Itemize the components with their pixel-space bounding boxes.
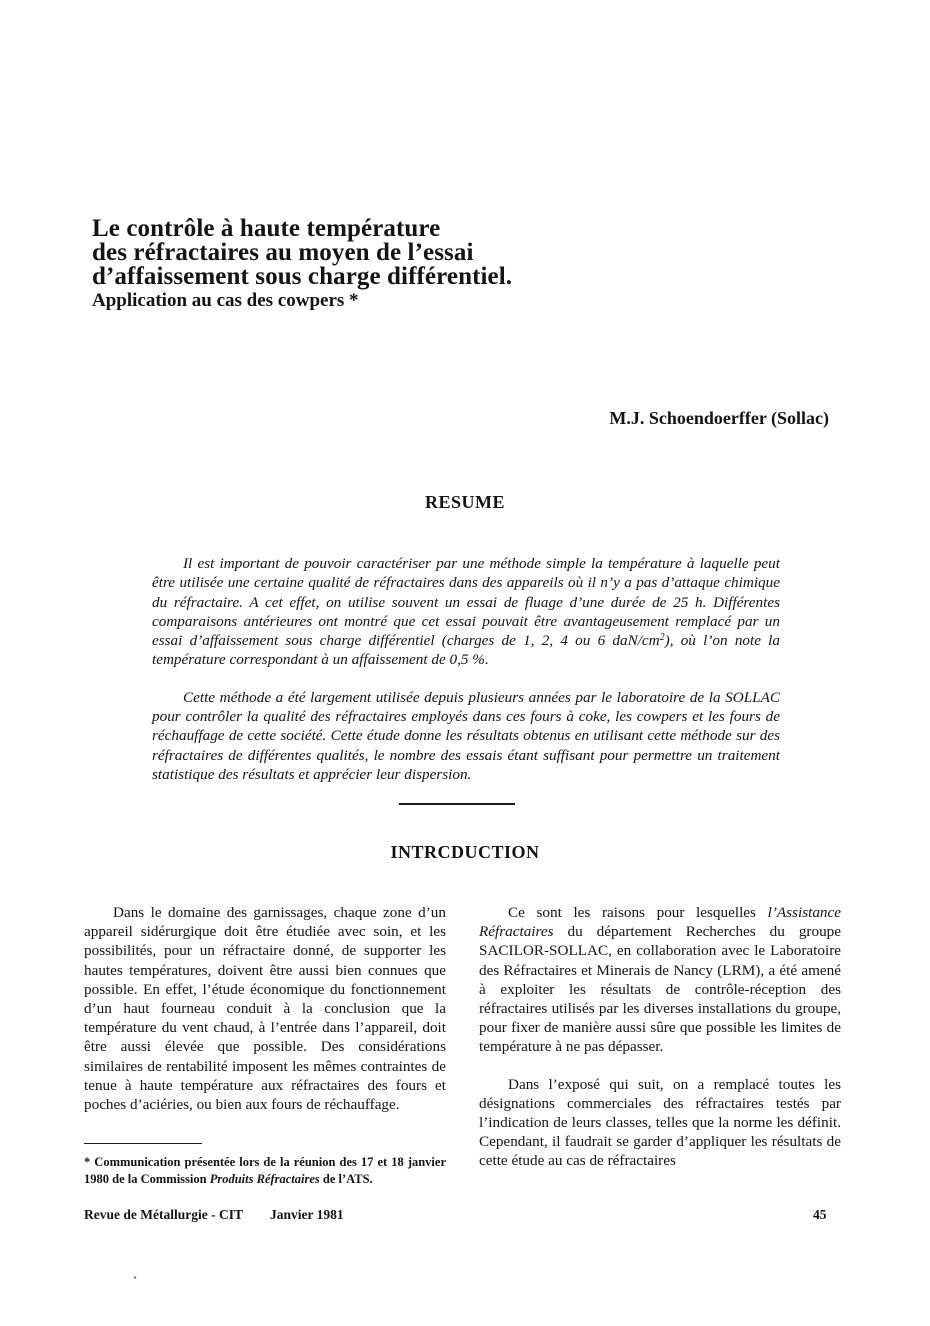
- article-title-block: [92, 217, 852, 313]
- intro-paragraph-left: Dans le domaine des garnissages, chaque zone d’un appareil sidérurgique doit être étudiée avec soin, et les possibilités, pour un réfractaire donné, de supporter les hautes températures, doivent être aussi bien connues que possible. En effet, l’étude économique du fonctionnement d’un haut fourneau conduit à la conclusion que la température du vent chaud, à l’entrée dans l’appareil, doit être aussi élevée que possible. Des considérations similaires de rentabilité imposent les mêmes contraintes de tenue à haute température aux réfractaires des fours et poches d’aciéries, ou bien aux fours de réchauffage.: [84, 904, 446, 1114]
- intro-paragraph-right-2: Dans l’exposé qui suit, on a remplacé toutes les désignations commerciales des réfractaires testés par l’indication de leurs classes, telles que la norme les définit. Cependant, il faudrait se garder d’appliquer les résultats de cette étude au cas de réfractaires: [479, 1075, 841, 1170]
- title-line-1: Le contrôle à haute température: [92, 215, 441, 242]
- intro-paragraph-right-1: Ce sont les raisons pour lesquelles l’Assistance Réfractaires du département Recherches du groupe SACILOR-SOLLAC, en collaboration avec le Laboratoire des Réfractaires et Minerais de Nancy (LRM), a été amené à exploiter les résultats de contrôle-réception des réfractaires utilisés par les diverses installations du groupe, pour fixer de manière aussi sûre que possible les limites de température à ne pas dépasser.: [479, 904, 841, 1056]
- footer-date: Janvier 1981: [270, 1207, 344, 1222]
- section-separator-rule: [399, 803, 515, 805]
- scan-speck: [133, 1276, 136, 1280]
- right-column: [479, 903, 841, 1171]
- footnote: * Communication présentée lors de la réunion des 17 et 18 janvier 1980 de la Commission Produits Réfractaires de l’ATS.: [84, 1155, 446, 1186]
- abstract-paragraph-1: Il est important de pouvoir caractériser par une méthode simple la température à laquelle peut être utilisée une certaine qualité de réfractaires dans des appareils où il n’y a pas d’attaque chimique du réfractaire. A cet effet, on utilise souvent un essai de fluage d’une durée de 25 h. Différentes comparaisons antérieures ont montré que cet essai pouvait être avantageusement remplacé par un essai d’affaissement sous charge différentiel (charges de 1, 2, 4 ou 6 daN/$cm^2$), où l’on note la température correspondant à un affaissement de 0,5 %.: [152, 555, 780, 669]
- footer-journal-name: Revue de Métallurgie - CIT: [84, 1207, 243, 1222]
- resume-heading: RESUME: [424, 492, 505, 512]
- page-number: 45: [813, 1207, 827, 1222]
- left-column: [84, 903, 446, 1114]
- superscript: 2: [659, 632, 665, 644]
- title-line-2: des réfractaires au moyen de l’essai: [92, 239, 474, 266]
- abstract-paragraph-2: Cette méthode a été largement utilisée depuis plusieurs années par le laboratoire de la SOLLAC pour contrôler la qualité des réfractaires employés dans ces fours à coke, les cowpers et les fours de réchauffage de cette société. Cette étude donne les résultats obtenus en utilisant cette méthode sur des réfractaires de différentes qualités, le nombre des essais étant suffisant pour permettre un traitement statistique des résultats et apprécier leur dispersion.: [152, 688, 780, 783]
- author-line: M.J. Schoendoerffer (Sollac): [609, 408, 829, 428]
- title-line-3: d’affaissement sous charge différentiel.: [92, 263, 513, 290]
- abstract: [152, 554, 780, 784]
- introduction-heading: INTRCDUCTION: [390, 842, 540, 862]
- footnote-rule: [84, 1143, 202, 1144]
- article-subtitle: Application au cas des cowpers *: [92, 290, 359, 311]
